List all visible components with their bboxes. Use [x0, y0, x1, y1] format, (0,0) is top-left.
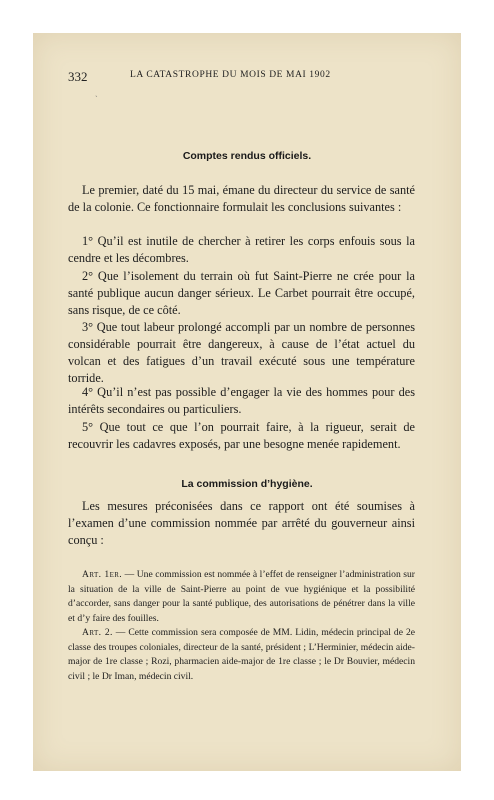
running-title: LA CATASTROPHE DU MOIS DE MAI 1902: [130, 70, 331, 80]
article-1: [68, 568, 415, 626]
paragraph-point-1: 1° Qu’il est inutile de chercher à retirer les corps enfouis sous la cendre et les décombres.: [68, 234, 415, 265]
ink-mark: ˎ: [95, 88, 98, 97]
paragraph-intro: Le premier, daté du 15 mai, émane du directeur du service de santé de la colonie. Ce fonctionnaire formulait les conclusions suivantes :: [68, 183, 415, 214]
section-heading-comptes-rendus: Comptes rendus officiels.: [182, 150, 312, 162]
article-2-label: Art. 2.: [82, 627, 113, 638]
page-number: 332: [68, 69, 88, 84]
paragraph-point-3: 3° Que tout labeur prolongé accompli par un nombre de personnes considérable pourrait être dangereux, à cause de l’état actuel du volcan et des fatigues d’un travail exécuté sous une température torride.: [68, 320, 415, 385]
article-2-text: — Cette commission sera composée de MM. Lidin, médecin principal de 2e classe des troupes coloniales, directeur de la santé, président ; L’Herminier, médecin aide-major de 1re classe ; Rozi, pharmacien aide-major de 1re classe ; le Dr Bouvier, médecin civil ; le Dr Iman, médecin civil.: [68, 627, 415, 682]
article-1-text: — Une commission est nommée à l’effet de renseigner l’administration sur la situation de la ville de Saint-Pierre au point de vue hygiénique et la possibilité d’accorder, sans danger pour la santé publique, des autorisations de pénétrer dans la ville et d’y faire des fouilles.: [68, 569, 415, 624]
paragraph-point-2: 2° Que l’isolement du terrain où fut Saint-Pierre ne crée pour la santé publique aucun danger sérieux. Le Carbet pourrait être occupé, sans risque, de ce côté.: [68, 269, 415, 317]
paragraph-point-5: 5° Que tout ce que l’on pourrait faire, à la rigueur, serait de recouvrir les cadavres exposés, par une besogne menée rapidement.: [68, 420, 415, 451]
article-2: [68, 626, 415, 684]
section-heading-commission: La commission d’hygiène.: [181, 478, 313, 490]
paragraph-point-4: 4° Qu’il n’est pas possible d’engager la vie des hommes pour des intérêts secondaires ou particuliers.: [68, 385, 415, 416]
article-1-label: Art. 1er.: [82, 569, 123, 580]
paragraph-mesures: Les mesures préconisées dans ce rapport ont été soumises à l’examen d’une commission nommée par arrêté du gouverneur ainsi conçu :: [68, 499, 415, 547]
